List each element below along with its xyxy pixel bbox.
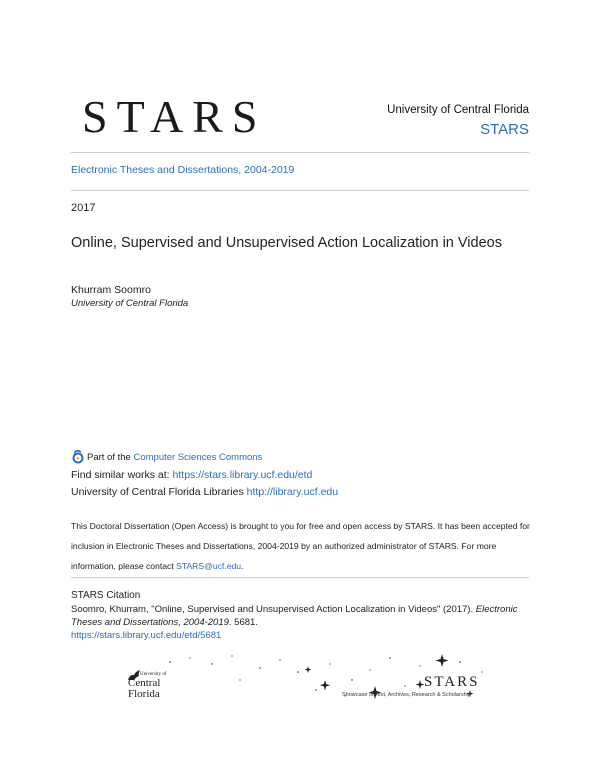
part-of-line <box>71 450 262 464</box>
dissertation-title: Online, Supervised and Unsupervised Action Localization in Videos <box>71 235 502 251</box>
ucf-logo <box>126 666 186 706</box>
ucf-line-3: Florida <box>128 688 160 700</box>
find-similar-label: Find similar works at: <box>71 469 170 481</box>
author-name: Khurram Soomro <box>71 284 151 296</box>
libraries-label: University of Central Florida Libraries <box>71 486 244 498</box>
citation-start: Soomro, Khurram, "Online, Supervised and Unsupervised Action Localization in Videos" (2017). <box>71 604 474 615</box>
find-similar-line <box>71 469 312 481</box>
find-similar-url[interactable]: https://stars.library.ucf.edu/etd <box>172 469 313 481</box>
author-affiliation: University of Central Florida <box>71 298 189 309</box>
access-statement-end: . <box>241 561 244 571</box>
divider-series <box>71 190 529 191</box>
contact-email-link[interactable]: STARS@ucf.edu <box>176 561 242 571</box>
part-of-prefix: Part of the <box>87 451 131 463</box>
libraries-url[interactable]: http://library.ucf.edu <box>246 486 339 498</box>
stars-footer-logo: STARS <box>424 674 480 690</box>
stars-logo: STARS <box>82 91 267 142</box>
access-statement-text: This Doctoral Dissertation (Open Access) is brought to you for free and open access by STARS. It has been accepted for inclusion in Electronic Theses and Dissertations, 2004-2019 by an authorized administrator of STARS. For more information, please contact <box>71 521 530 571</box>
ucf-line-2: Central <box>128 677 161 689</box>
citation-text <box>71 603 531 642</box>
citation-url[interactable]: https://stars.library.ucf.edu/etd/5681 <box>71 630 222 641</box>
citation-end: . 5681. <box>228 617 258 628</box>
divider-top <box>71 152 529 153</box>
university-name: University of Central Florida <box>387 104 529 116</box>
stars-repository-link[interactable]: STARS <box>480 121 529 138</box>
access-statement <box>71 516 531 576</box>
citation-heading: STARS Citation <box>71 590 141 601</box>
open-access-icon <box>71 450 85 464</box>
ucf-line-1: University of <box>140 672 167 677</box>
series-link[interactable]: Electronic Theses and Dissertations, 2004-2019 <box>71 164 295 176</box>
computer-sciences-commons-link[interactable]: Computer Sciences Commons <box>133 451 263 463</box>
stars-footer-subtitle: Showcase of Text, Archives, Research & Scholarship <box>342 692 471 698</box>
divider-citation <box>71 577 529 578</box>
libraries-line <box>71 486 338 498</box>
publication-year: 2017 <box>71 202 96 214</box>
citation-series: Electronic Theses and Dissertations, 2004-2019 <box>71 604 518 628</box>
